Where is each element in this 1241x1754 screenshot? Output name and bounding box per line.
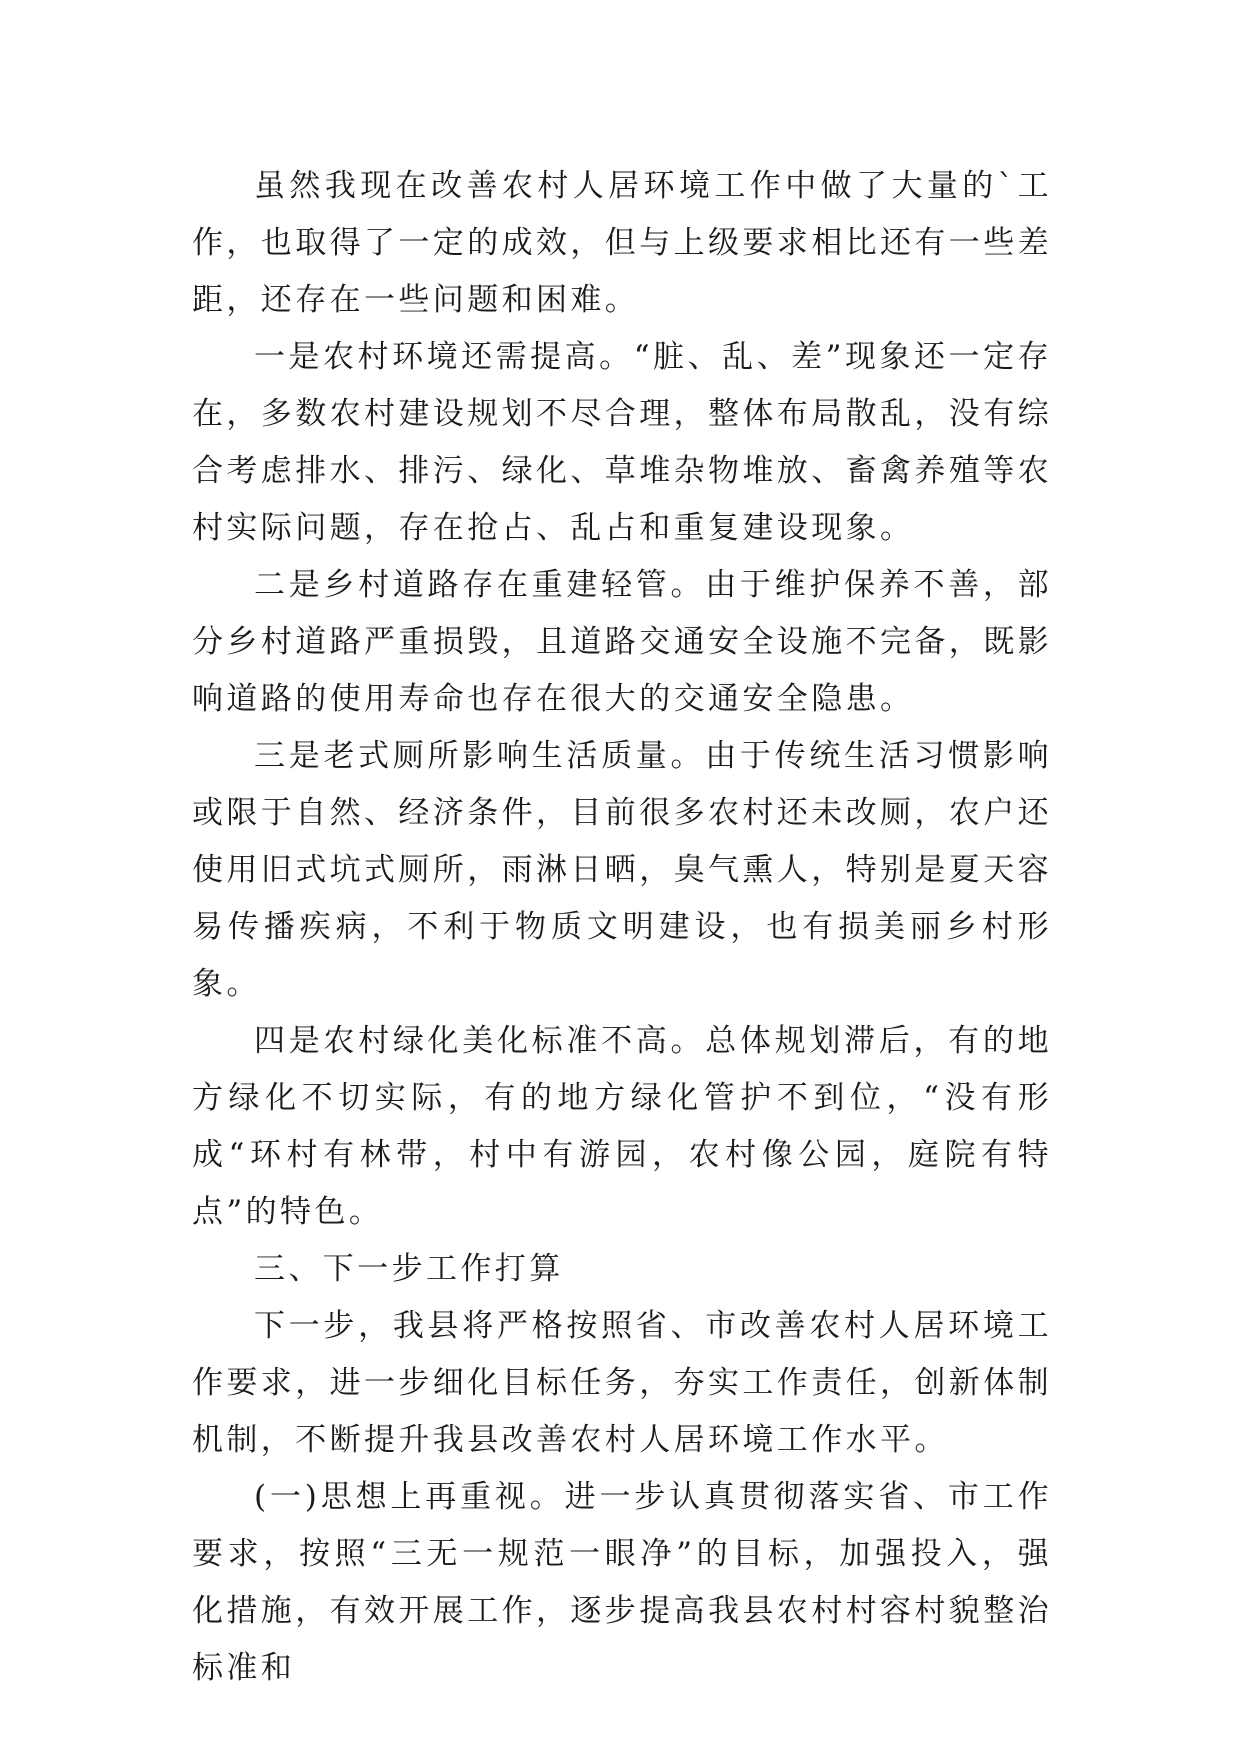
paragraph-issue-roads: 二是乡村道路存在重建轻管。由于维护保养不善，部分乡村道路严重损毁，且道路交通安全设施不完备，既影响道路的使用寿命也存在很大的交通安全隐患。 xyxy=(192,567,1052,717)
paragraph-issue-environment: 一是农村环境还需提高。“脏、乱、差”现象还一定存在，多数农村建设规划不尽合理，整体布局散乱，没有综合考虑排水、排污、绿化、草堆杂物堆放、畜禽养殖等农村实际问题，存在抢占、乱占和重复建设现象。 xyxy=(192,339,1052,546)
paragraph-issue-toilets: 三是老式厕所影响生活质量。由于传统生活习惯影响或限于自然、经济条件，目前很多农村还未改厕，农户还使用旧式坑式厕所，雨淋日晒，臭气熏人，特别是夏天容易传播疾病，不利于物质文明建设，也有损美丽乡村形象。 xyxy=(192,738,1052,1002)
document-body xyxy=(192,158,1052,1697)
paragraph-intro: 虽然我现在改善农村人居环境工作中做了大量的`工作，也取得了一定的成效，但与上级要求相比还有一些差距，还存在一些问题和困难。 xyxy=(192,168,1052,318)
paragraph-measure-1: (一)思想上再重视。进一步认真贯彻落实省、市工作要求，按照“三无一规范一眼净”的目标，加强投入，强化措施，有效开展工作，逐步提高我县农村村容村貌整治标准和 xyxy=(192,1479,1052,1686)
paragraph-issue-greening: 四是农村绿化美化标准不高。总体规划滞后，有的地方绿化不切实际，有的地方绿化管护不到位，“没有形成“环村有林带，村中有游园，农村像公园，庭院有特点”的特色。 xyxy=(192,1023,1052,1230)
section-heading-next-steps: 三、下一步工作打算 xyxy=(254,1251,564,1287)
paragraph-next-steps: 下一步，我县将严格按照省、市改善农村人居环境工作要求，进一步细化目标任务，夯实工作责任，创新体制机制，不断提升我县改善农村人居环境工作水平。 xyxy=(192,1308,1052,1458)
